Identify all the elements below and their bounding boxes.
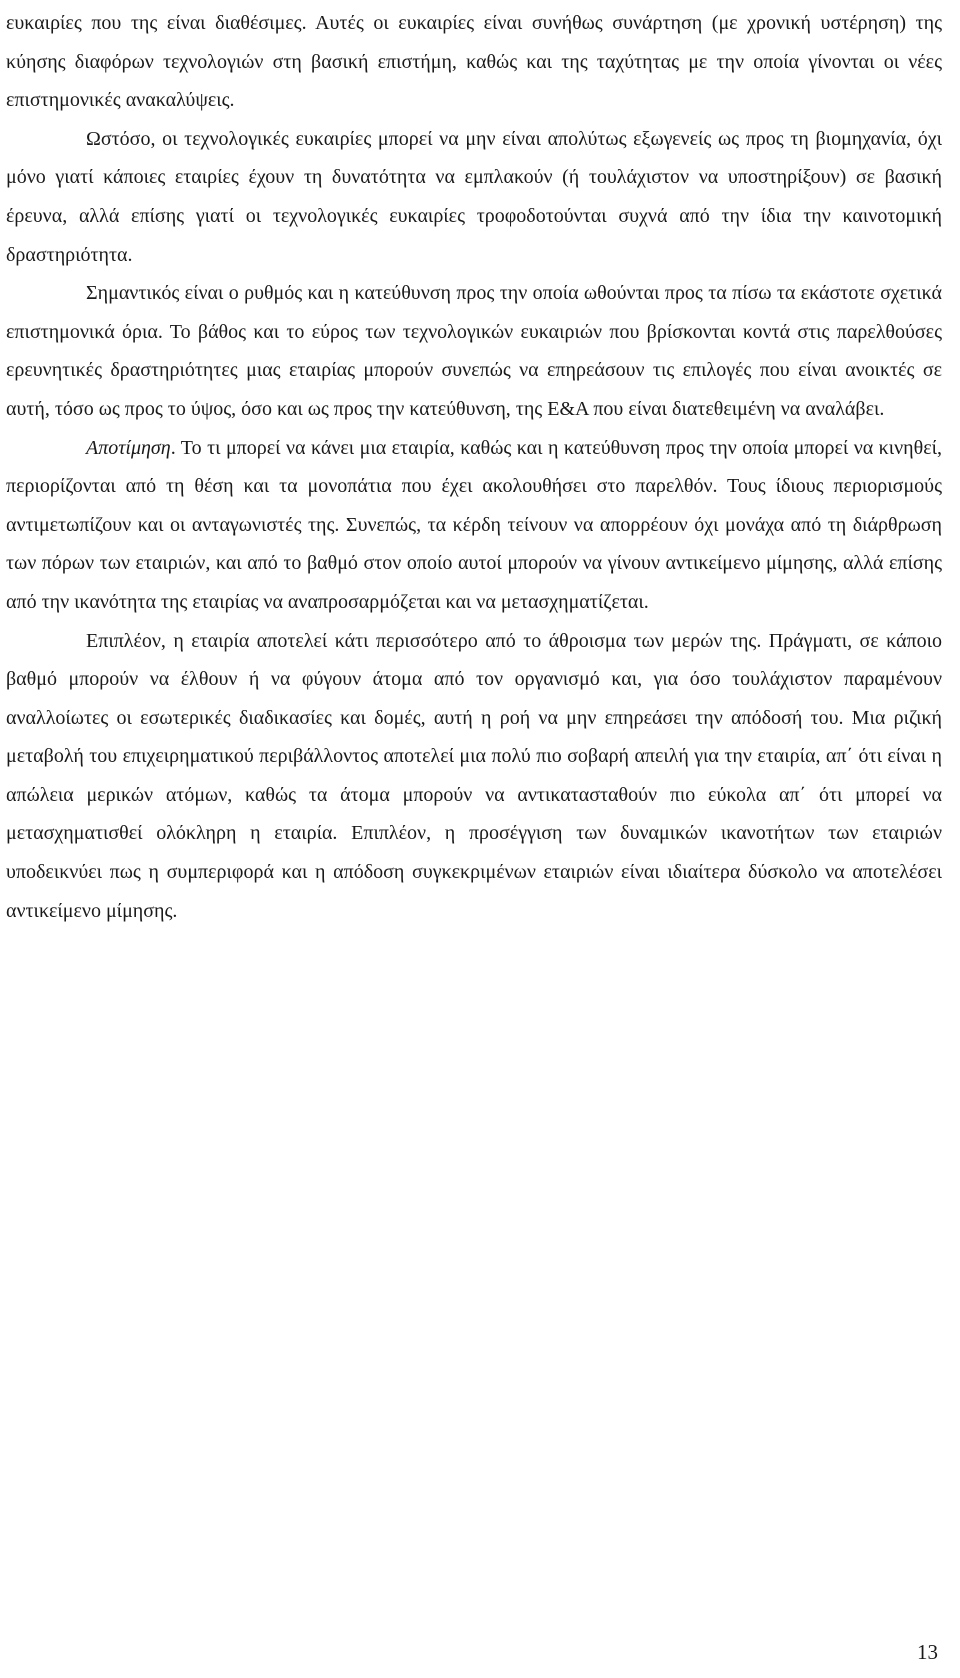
paragraph-3 — [6, 274, 942, 428]
paragraph-4 — [6, 429, 942, 622]
paragraph-1 — [6, 4, 942, 120]
paragraph-3-text: Σημαντικός είναι ο ρυθμός και η κατεύθυνση προς την οποία ωθούνται προς τα πίσω τα εκάστοτε σχετικά επιστημονικά όρια. Το βάθος και το εύρος των τεχνολογικών ευκαιριών που βρίσκονται κοντά στις παρελθούσες ερευνητικές δραστηριότητες μιας εταιρίας μπορούν συνεπώς να επηρεάσουν τις επιλογές που είναι ανοικτές σε αυτή, τόσο ως προς το ύψος, όσο και ως προς την κατεύθυνση, της Ε&Α που είναι διατεθειμένη να αναλάβει. — [6, 282, 942, 420]
body-text — [6, 4, 942, 930]
page-number: 13 — [917, 1640, 938, 1664]
paragraph-1-text: ευκαιρίες που της είναι διαθέσιμες. Αυτές οι ευκαιρίες είναι συνήθως συνάρτηση (με χρονική υστέρηση) της κύησης διαφόρων τεχνολογιών στη βασική επιστήμη, καθώς και της ταχύτητας με την οποία γίνονται οι νέες επιστημονικές ανακαλύψεις. — [6, 12, 942, 112]
paragraph-5-text: Επιπλέον, η εταιρία αποτελεί κάτι περισσότερο από το άθροισμα των μερών της. Πράγματι, σε κάποιο βαθμό μπορούν να έλθουν ή να φύγουν άτομα από τον οργανισμό και, για όσο τουλάχιστον παραμένουν αναλλοίωτες οι εσωτερικές διαδικασίες και δομές, αυτή η ροή να μην επηρεάσει την απόδοσή του. Μια ριζική μεταβολή του επιχειρηματικού περιβάλλοντος αποτελεί μια πολύ πιο σοβαρή απειλή για την εταιρία, απ΄ ότι είναι η απώλεια μερικών ατόμων, καθώς τα άτομα μπορούν να αντικατασταθούν πιο εύκολα απ΄ ότι μπορεί να μετασχηματισθεί ολόκληρη η εταιρία. Επιπλέον, η προσέγγιση των δυναμικών ικανοτήτων των εταιριών υποδεικνύει πως η συμπεριφορά και η απόδοση συγκεκριμένων εταιριών είναι ιδιαίτερα δύσκολο να αποτελέσει αντικείμενο μίμησης. — [6, 629, 942, 922]
paragraph-4-text: . Το τι μπορεί να κάνει μια εταιρία, καθώς και η κατεύθυνση προς την οποία μπορεί να κινηθεί, περιορίζονται από τη θέση και τα μονοπάτια που έχει ακολουθήσει στο παρελθόν. Τους ίδιους περιορισμούς αντιμετωπίζουν και οι ανταγωνιστές της. Συνεπώς, τα κέρδη τείνουν να απορρέουν όχι μονάχα από τη διάρθρωση των πόρων των εταιριών, και από το βαθμό στον οποίο αυτοί μπορούν να γίνουν αντικείμενο μίμησης, αλλά επίσης από την ικανότητα της εταιρίας να αναπροσαρμόζεται και να μετασχηματίζεται. — [6, 436, 942, 613]
paragraph-2 — [6, 120, 942, 274]
paragraph-2-text: Ωστόσο, οι τεχνολογικές ευκαιρίες μπορεί να μην είναι απολύτως εξωγενείς ως προς τη βιομηχανία, όχι μόνο γιατί κάποιες εταιρίες έχουν τη δυνατότητα να εμπλακούν (ή τουλάχιστον να υποστηρίξουν) σε βασική έρευνα, αλλά επίσης γιατί οι τεχνολογικές ευκαιρίες τροφοδοτούνται συχνά από την ίδια την καινοτομική δραστηριότητα. — [6, 127, 942, 266]
paragraph-4-heading: Αποτίμηση — [86, 436, 171, 459]
paragraph-5 — [6, 622, 942, 931]
